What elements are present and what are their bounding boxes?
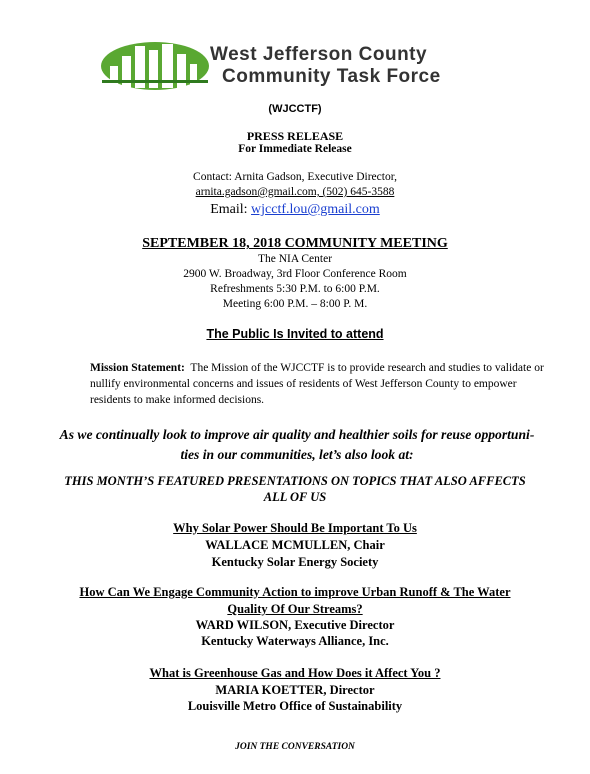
logo-title (210, 44, 441, 88)
presentation-2-title-line2: Quality Of Our Streams? (227, 602, 363, 616)
logo-title-line1: West Jefferson County (210, 44, 428, 65)
meeting-title: SEPTEMBER 18, 2018 COMMUNITY MEETING (142, 236, 448, 251)
presentation-3-org: Louisville Metro Office of Sustainability (187, 699, 403, 713)
mission-label: Mission Statement: (90, 362, 185, 374)
contact-email-phone (0, 186, 590, 198)
email-link[interactable]: wjcctf.lou@gmail.com (251, 202, 380, 217)
presentation-3-title: What is Greenhouse Gas and How Does it Affect You ? (149, 666, 441, 680)
organization-logo (100, 36, 530, 96)
presentation-2-speaker: WARD WILSON, Executive Director (195, 618, 395, 632)
presentation-2-org: Kentucky Waterways Alliance, Inc. (201, 634, 389, 648)
lede-line1: As we continually look to improve air quality and healthier soils for reuse opportuni- (59, 427, 535, 442)
join-conversation-footer: JOIN THE CONVERSATION (235, 742, 355, 752)
immediate-release-subheading: For Immediate Release (238, 143, 352, 155)
meeting-time: Meeting 6:00 P.M. – 8:00 P. M. (222, 298, 368, 310)
presentation-2-title-line1: How Can We Engage Community Action to improve Urban Runoff & The Water (79, 585, 511, 599)
meeting-venue: The NIA Center (257, 253, 333, 265)
lede-line2: ties in our communities, let’s also look at: (180, 447, 414, 462)
featured-heading-line1: THIS MONTH’S FEATURED PRESENTATIONS ON TOPICS THAT ALSO AFFECTS (64, 474, 526, 488)
presentation-1-speaker: WALLACE MCMULLEN, Chair (205, 538, 385, 552)
meeting-address: 2900 W. Broadway, 3rd Floor Conference Room (183, 268, 407, 280)
featured-heading-line2: ALL OF US (263, 490, 327, 504)
press-release-heading: PRESS RELEASE (246, 129, 344, 143)
meeting-refreshments: Refreshments 5:30 P.M. to 6:00 P.M. (210, 283, 380, 295)
contact-email-phone-text[interactable]: arnita.gadson@gmail.com, (502) 645-3588 (195, 186, 395, 198)
contact-line: Contact: Arnita Gadson, Executive Director, (193, 171, 397, 183)
logo-title-line2: Community Task Force (222, 66, 441, 87)
mission-text: The Mission of the WJCCTF is to provide research and studies to validate or nullify environmental concerns and issues of residents of West Jefferson County to empower residents to make informed decisions. (90, 362, 544, 406)
presentation-3-speaker: MARIA KOETTER, Director (215, 683, 375, 697)
city-skyline-logo-icon (100, 36, 210, 92)
presentation-1-org: Kentucky Solar Energy Society (211, 555, 379, 569)
mission-statement (90, 360, 560, 408)
acronym: (WJCCTF) (268, 103, 322, 115)
email-label: Email: (210, 202, 248, 217)
presentation-1-title: Why Solar Power Should Be Important To Us (173, 521, 417, 535)
public-invite: The Public Is Invited to attend (206, 327, 384, 341)
email-line (0, 202, 590, 218)
